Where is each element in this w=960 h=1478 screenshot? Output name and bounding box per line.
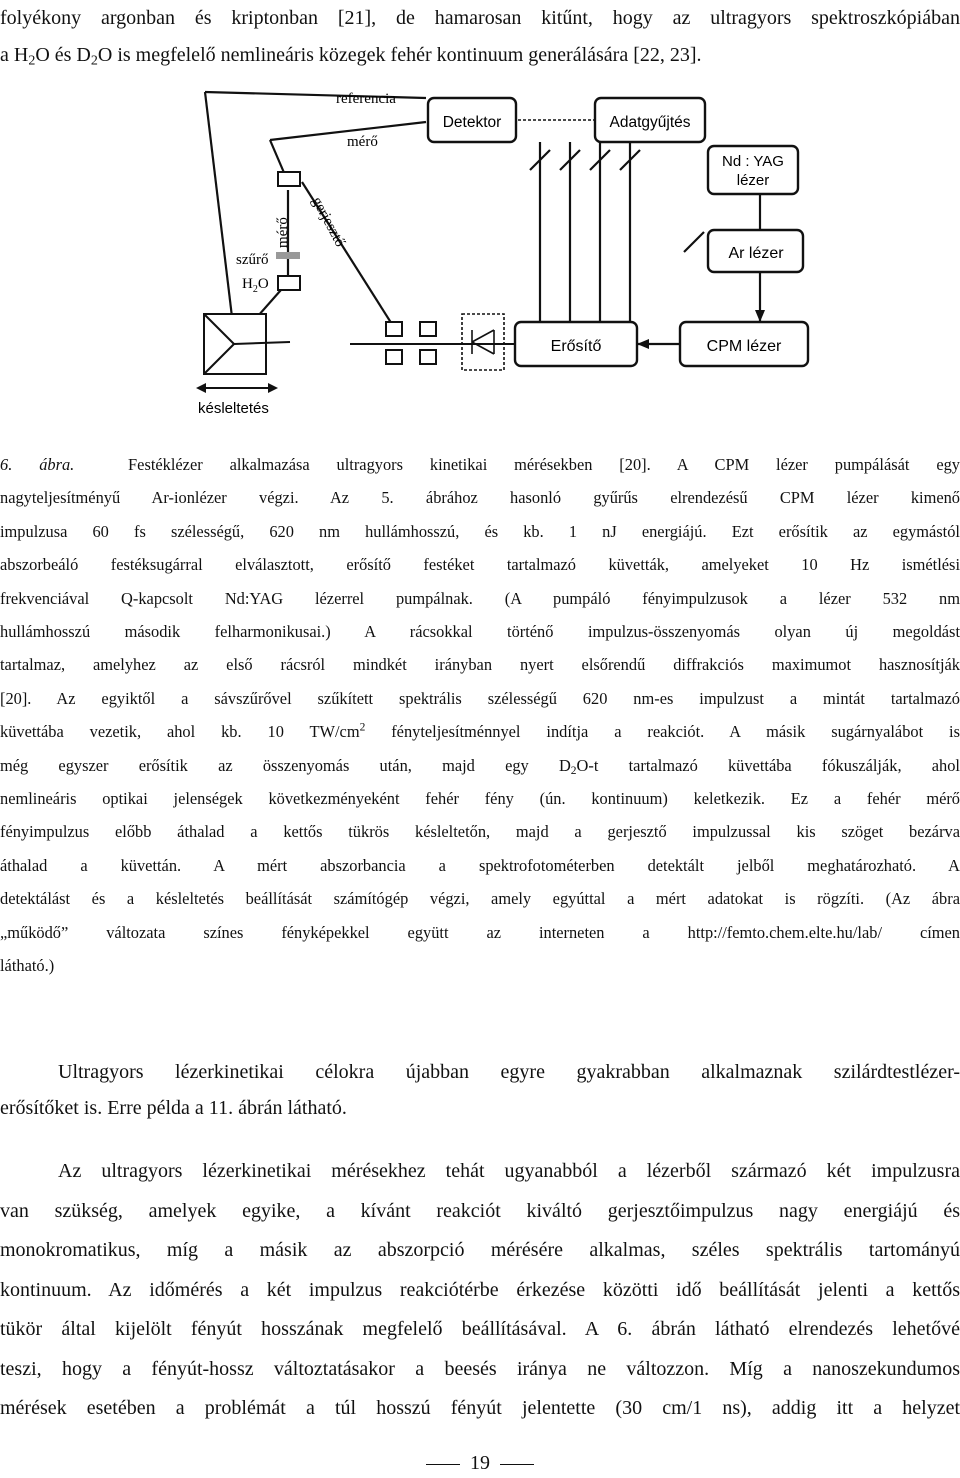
- caption-line: küvettába vezetik, ahol kb. 10 $TW/cm^2$ fényteljesítménnyel indítja a reakciót. A másik sugárnyalábot is: [0, 721, 960, 742]
- page-number: 19: [0, 1452, 960, 1475]
- delay-label: késleltetés: [198, 400, 269, 417]
- reference-label: referencia: [336, 91, 396, 107]
- filter-element: [276, 252, 300, 259]
- caption-line: áthalad a küvettán. A mért abszorbancia a spektrofotométerben detektált jelből meghatározható. A: [0, 855, 960, 875]
- caption-line: abszorbeáló festéksugárral elválasztott, erősítő festéket tartalmazó küvetták, amelyeket 10 Hz ismétlési: [0, 555, 960, 575]
- probe-path-line: [205, 92, 235, 342]
- caption-line: nagyteljesítményű Ar-ionlézer végzi. Az 5. ábrához hasonló gyűrűs elrendezésű CPM lézer kimenő: [0, 488, 960, 508]
- text-line: erősítőket is. Erre példa a 11. ábrán látható.: [0, 1097, 347, 1119]
- figure-caption: [0, 448, 960, 983]
- probe-label: mérő: [347, 134, 378, 150]
- text-line: monokromatikus, míg a másik az abszorpció mérésére alkalmas, széles spektrális tartományú: [0, 1239, 960, 1261]
- excitation-label: gerjesztő: [308, 194, 349, 250]
- caption-line: tartalmaz, amelyhez az első rácsról mindkét irányban nyert elsőrendű diffrakciós maximumot hasznosítják: [0, 655, 960, 675]
- caption-line: 6. ábra. Festéklézer alkalmazása ultragyors kinetikai mérésekben [20]. A CPM lézer pumpálását egy: [0, 455, 960, 474]
- page-number-dash: [500, 1464, 534, 1465]
- h2o-cuvette: [278, 276, 300, 290]
- caption-line: hullámhosszú második felharmonikusai.) A rácsokkal történő impulzus-összenyomás olyan új megoldást: [0, 622, 960, 642]
- caption-label: 6. ábra.: [0, 455, 75, 474]
- filter-label: szűrő: [236, 252, 269, 268]
- text-line: van szükség, amelyek egyike, a kívánt reakciót kiváltó gerjesztőimpulzus nagy energiájú és: [0, 1199, 960, 1222]
- text-line: mérések esetében a problémát a túl hosszú fényút jelentette (30 cm/1 ns), addig itt a helyzet: [0, 1397, 960, 1419]
- caption-line: frekvenciával Q-kapcsolt Nd:YAG lézerrel pumpálnak. (A pumpáló fényimpulzusok a lézer 532 nm: [0, 588, 960, 608]
- caption-line: még egyszer erősítik az összenyomás után, majd egy $D_2O-t$ tartalmazó küvettába fókuszálják, ahol: [0, 755, 960, 777]
- caption-line: impulzusa 60 fs szélességű, 620 nm hullámhosszú, és kb. 1 nJ energiájú. Ezt erősítik az egymástól: [0, 521, 960, 541]
- text-line: tükör által kijelölt fényút hosszának megfelelő beállításával. A 6. ábrán látható elrendezés lehetővé: [0, 1318, 960, 1340]
- caption-line: „működő” változata színes fényképekkel együtt az interneten a http://femto.chem.elte.hu/lab/ címen: [0, 922, 960, 942]
- text-line: teszi, hogy a fényút-hossz változtatásakor a beesés iránya ne változzon. Míg a nanoszekundumos: [0, 1357, 960, 1380]
- caption-line: látható.): [0, 956, 55, 976]
- cpm-laser-label: CPM lézer: [706, 338, 782, 355]
- caption-line: [20]. Az egyiktől a sávszűrővel szűkített spektrális szélességű 620 nm-es impulzust a mintát tartalmazó: [0, 688, 960, 708]
- caption-line: detektálást és a késleltetés beállítását számítógép végzi, amely egyúttal a mért adatokat is rögzíti. (Az ábra: [0, 889, 960, 909]
- probe-vertical-label: mérő: [275, 217, 291, 248]
- amplifier-label: Erősítő: [550, 338, 602, 355]
- page-number-dash: [426, 1464, 460, 1465]
- text-line: Az ultragyors lézerkinetikai mérésekhez tehát ugyanabból a lézerből származó két impulzusra: [58, 1160, 960, 1182]
- data-acquisition-label: Adatgyűjtés: [609, 114, 691, 131]
- ar-laser-label: Ar lézer: [728, 245, 784, 262]
- text-line: kontinuum. Az időmérés a két impulzus reakciótérbe érkezése közötti idő beállítását jelenti a kettős: [0, 1278, 960, 1301]
- compressor-box: [462, 314, 504, 370]
- caption-line: nemlineáris optikai jelenségek következményeként fehér fény (ún. kontinuum) keletkezik. Ez a fehér mérő: [0, 789, 960, 809]
- detector-label: Detektor: [442, 114, 502, 131]
- body-paragraph: [0, 1152, 960, 1429]
- ndyag-label-2: lézer: [736, 172, 770, 189]
- body-paragraph: [0, 1054, 960, 1126]
- ndyag-label-1: Nd : YAG: [722, 153, 784, 170]
- caption-line: fényimpulzus előbb áthalad a kettős tükrös késleltetőn, majd a gerjesztő impulzussal kis szöget bezárva: [0, 822, 960, 842]
- text-line: a $H_2O$ és $D_2O$ is megfelelő nemlineáris közegek fehér kontinuum generálására [22, 23].: [0, 44, 702, 69]
- top-paragraph: [0, 0, 960, 74]
- sample-cuvette: [278, 172, 300, 186]
- h2o-label: $H_2O$: [242, 276, 269, 295]
- setup-diagram: [190, 84, 820, 424]
- text-line: folyékony argonban és kriptonban [21], de hamarosan kitűnt, hogy az ultragyors spektroszkópiában: [0, 7, 960, 29]
- text-line: Ultragyors lézerkinetikai célokra újabban egyre gyakrabban alkalmaznak szilárdtestlézer-: [58, 1061, 960, 1083]
